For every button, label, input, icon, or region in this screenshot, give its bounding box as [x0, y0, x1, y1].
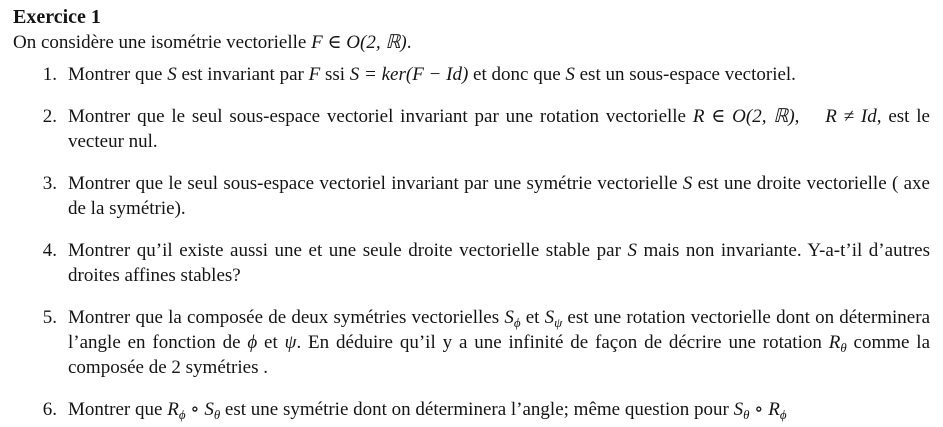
- question-text: Montrer que le seul sous-espace vectoriel invariant par une symétrie vectorielle S est une droite vectorielle ( axe de la symétrie).: [68, 173, 930, 219]
- question-item: [13, 397, 930, 422]
- math-expression: ∘: [749, 399, 769, 420]
- math-expression: S = ker(F − Id): [349, 64, 469, 85]
- exercise-intro: On considère une isométrie vectorielle F ∈ O(2, ℝ).: [13, 32, 412, 53]
- math-expression: $R_\phi$: [768, 399, 787, 422]
- question-number: 1.: [42, 64, 57, 85]
- question-number: 3.: [42, 173, 57, 194]
- math-expression: $S_\psi$: [544, 307, 563, 330]
- question-item: [13, 62, 930, 87]
- math-subscript: ϕ: [513, 314, 521, 330]
- math-expression: $S_\theta$: [204, 399, 221, 422]
- math-subscript: θ: [840, 339, 847, 355]
- math-expression: ϕ: [247, 332, 258, 353]
- math-expression: S: [565, 64, 575, 85]
- math-expression: $R_\theta$: [828, 332, 847, 355]
- math-expression: F: [308, 64, 321, 85]
- question-text: Montrer qu’il existe aussi une et une seule droite vectorielle stable par S mais non invariante. Y-a-t’il d’autres droites affines stables?: [68, 240, 931, 286]
- math-expression: ∘: [185, 399, 205, 420]
- math-expression: ψ: [284, 332, 297, 353]
- question-item: [13, 104, 930, 154]
- math-expression: S: [167, 64, 177, 85]
- math-subscript: θ: [743, 406, 750, 422]
- math-subscript: ϕ: [178, 406, 186, 422]
- math-subscript: θ: [213, 406, 221, 422]
- math-subscript: ϕ: [779, 406, 787, 422]
- question-item: [13, 171, 930, 221]
- question-number: 5.: [42, 307, 57, 328]
- math-expression: $R_\phi$: [167, 399, 186, 422]
- question-text: Montrer que le seul sous-espace vectoriel invariant par une rotation vectorielle R ∈ O(2, ℝ), R ≠ Id, est le vecteur nul.: [68, 106, 930, 152]
- question-text: Montrer que $R_\phi$ ∘ $S_\theta$ est une symétrie dont on déterminera l’angle; même question pour $S_\theta$ ∘ $R_\phi$: [68, 399, 787, 422]
- math-subscript: ψ: [554, 314, 563, 330]
- math-expression: F ∈ O(2, ℝ): [311, 32, 407, 53]
- math-expression: S: [682, 173, 693, 194]
- question-text: Montrer que S est invariant par F ssi S = ker(F − Id) et donc que S est un sous-espace vectoriel.: [68, 64, 796, 85]
- math-expression: R ∈ O(2, ℝ): [692, 106, 795, 127]
- question-number: 4.: [42, 240, 57, 261]
- math-expression: $S_\theta$: [733, 399, 750, 422]
- exercise-title: Exercice 1: [13, 6, 101, 28]
- question-item: [13, 238, 930, 288]
- question-text: Montrer que la composée de deux symétries vectorielles $S_\phi$ et $S_\psi$ est une rotation vectorielle dont on déterminera l’angle en fonction de ϕ et ψ. En déduire qu’il y a une infinité de façon de décrire une rotation $R_\theta$ comme la composée de 2 symétries .: [68, 307, 931, 378]
- question-number: 6.: [42, 399, 57, 420]
- math-expression: R ≠ Id: [825, 106, 877, 127]
- question-item: [13, 305, 930, 380]
- math-expression: $S_\phi$: [504, 307, 521, 330]
- question-number: 2.: [42, 106, 57, 127]
- math-expression: S: [627, 240, 637, 261]
- question-list: [13, 62, 930, 422]
